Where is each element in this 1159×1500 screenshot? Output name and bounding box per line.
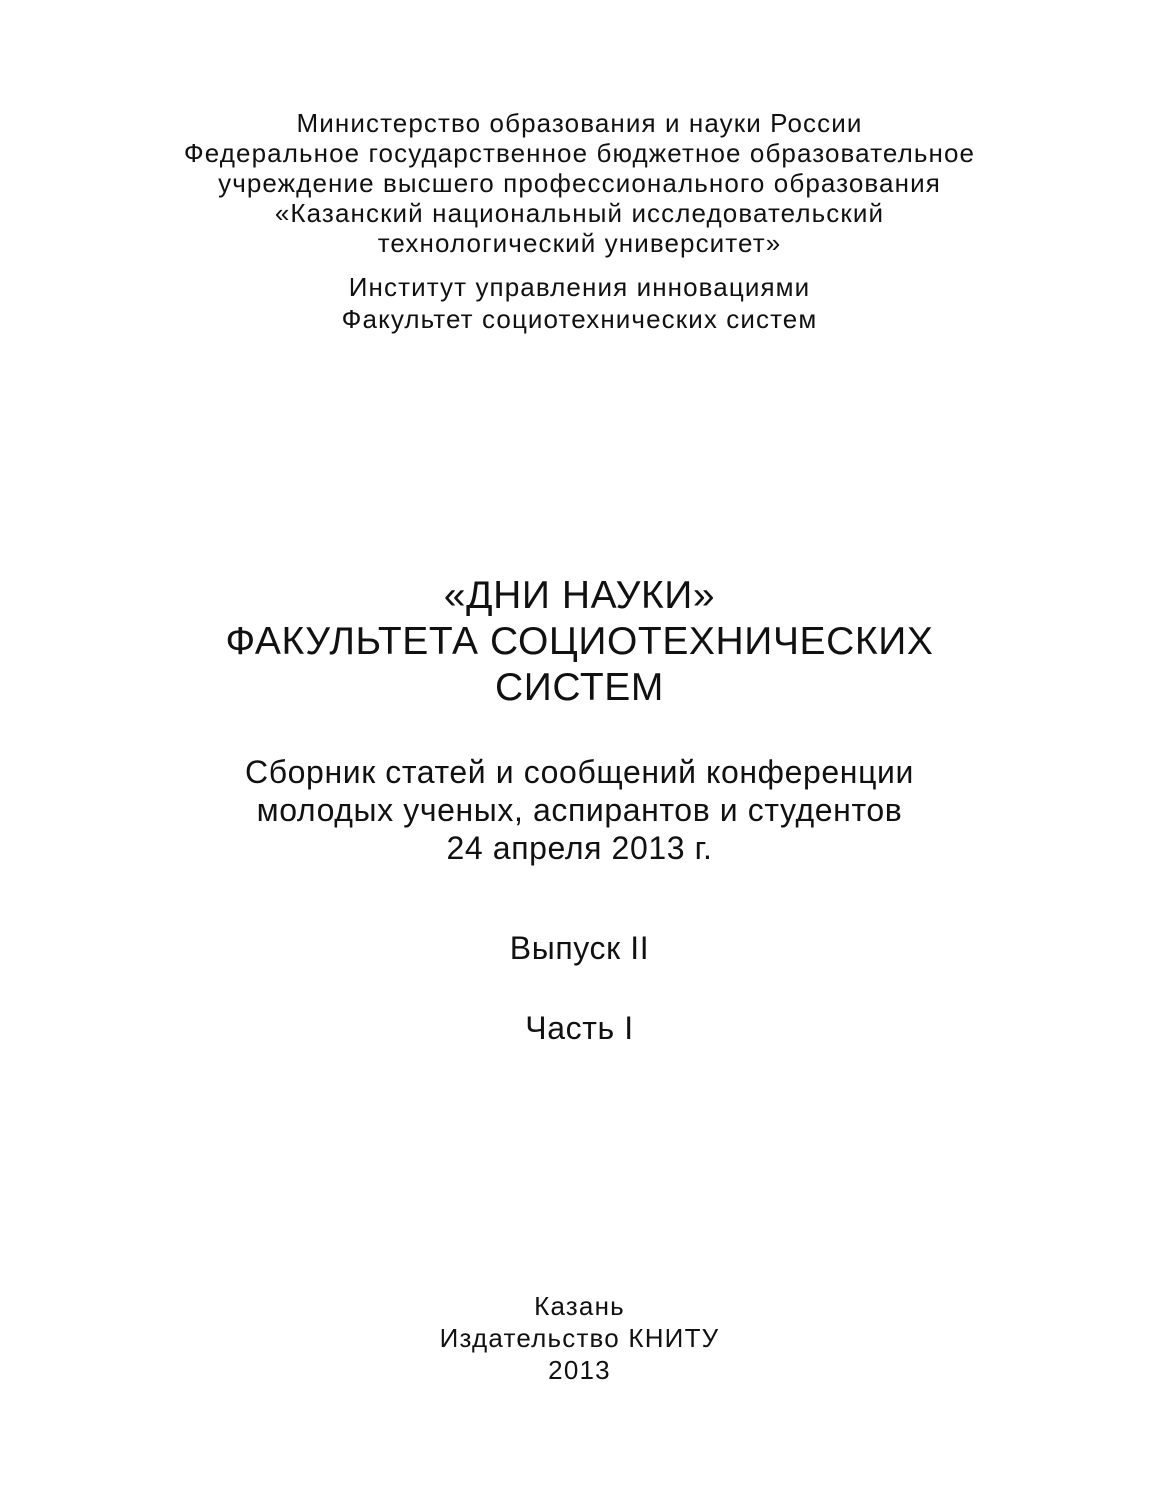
part-label: Часть I [525, 1010, 634, 1046]
header-line: «Казанский национальный исследовательский [274, 198, 885, 228]
issue-number [0, 928, 1159, 968]
title-line: СИСТЕМ [495, 666, 664, 709]
institute-line: Институт управления инновациями [348, 272, 811, 302]
header-line: учреждение высшего профессионального образования [218, 168, 941, 198]
imprint-city: Казань [534, 1291, 625, 1321]
imprint-publisher: Издательство КНИТУ [439, 1323, 720, 1353]
title-line: «ДНИ НАУКИ» [443, 574, 716, 617]
document-title [0, 573, 1159, 711]
subtitle-line: молодых ученых, аспирантов и студентов [256, 792, 903, 828]
institute-block [0, 271, 1159, 335]
header-line: Федеральное государственное бюджетное образовательное [183, 138, 976, 168]
faculty-line: Факультет социотехнических систем [341, 304, 818, 334]
header-line: технологический университет» [377, 228, 782, 258]
imprint [0, 1290, 1159, 1386]
header-line: Министерство образования и науки России [296, 108, 863, 138]
conference-date: 24 апреля 2013 г. [446, 830, 713, 866]
document-subtitle [0, 753, 1159, 867]
subtitle-line: Сборник статей и сообщений конференции [245, 754, 914, 790]
title-line: ФАКУЛЬТЕТА СОЦИОТЕХНИЧЕСКИХ [225, 620, 934, 663]
imprint-year: 2013 [548, 1355, 611, 1385]
issue-label: Выпуск II [509, 930, 650, 966]
part-number [0, 1008, 1159, 1048]
ministry-header [0, 108, 1159, 258]
